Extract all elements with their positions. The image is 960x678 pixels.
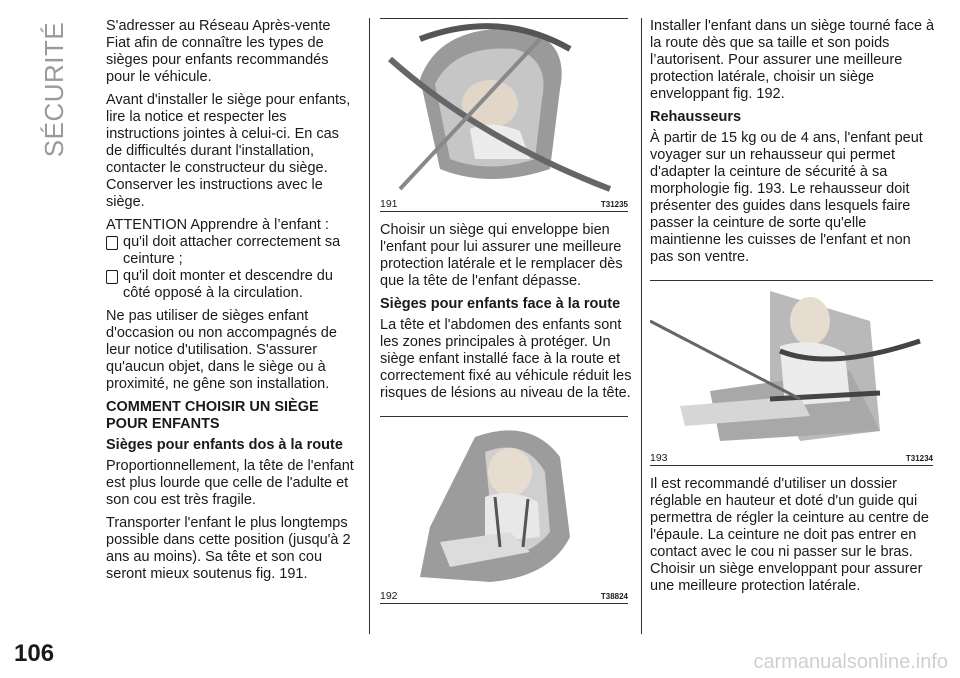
checkbox-bullet-icon xyxy=(106,236,118,250)
figure-code: T38824 xyxy=(600,591,628,601)
install-paragraph: Avant d'installer le siège pour enfants, lire la notice et respecter les instructions jointes à celui-ci. En cas de difficultés durant l'installation, contacter le constructeur du siège. Conserver les instructions avec le siège. xyxy=(106,92,351,210)
watermark-text: carmanualsonline.info xyxy=(753,651,948,673)
figure-193 xyxy=(650,280,933,466)
figure-number: 191 xyxy=(380,197,398,210)
figure-191 xyxy=(380,18,628,212)
column-1 xyxy=(106,18,358,589)
used-seat-paragraph: Ne pas utiliser de sièges enfant d'occasion ou non accompagnés de leur notice d'utilisation. S'assurer qu'aucun objet, dans le siège ou à proximité, ne gêne son installation. xyxy=(106,308,337,392)
figure-caption xyxy=(650,451,933,466)
figure-number: 193 xyxy=(650,451,668,464)
figure-caption xyxy=(380,589,628,604)
section-title-text: SÉCURITÉ xyxy=(39,21,70,157)
backrest-paragraph: Il est recommandé d'utiliser un dossier réglable en hauteur et doté d'un guide qui permettra de régler la ceinture au centre de l'épaule. La ceinture ne doit pas entrer en contact avec le cou ni passer sur le bras. Choisir un siège enveloppant pour assurer une meilleure protection latérale. xyxy=(650,476,929,594)
forward-install-paragraph: Installer l'enfant dans un siège tourné face à la route dès que sa taille et son poids l’autorisent. Pour assurer une meilleure protection latérale, choisir un siège enveloppant fig. 192. xyxy=(650,18,935,102)
figure-code: T31235 xyxy=(600,199,628,209)
enveloping-seat-paragraph: Choisir un siège qui enveloppe bien l'enfant pour lui assurer une meilleure protection latérale et le remplacer dès que la tête de l'enfant dépasse. xyxy=(380,222,623,289)
forward-facing-heading: Sièges pour enfants face à la route xyxy=(380,296,621,312)
attention-heading: ATTENTION Apprendre à l’enfant : xyxy=(106,217,329,233)
forward-facing-seat-illustration xyxy=(380,417,628,589)
attention-bullet-1-text: qu'il doit attacher correctement sa ceinture ; xyxy=(123,234,341,267)
column-divider xyxy=(641,18,642,634)
page-number: 106 xyxy=(14,640,55,667)
figure-caption xyxy=(380,197,628,212)
column-divider xyxy=(369,18,370,634)
attention-bullet-1 xyxy=(106,234,358,268)
section-title xyxy=(30,21,80,157)
main-heading: COMMENT CHOISIR UN SIÈGE POUR ENFANTS xyxy=(106,399,319,432)
column-3 xyxy=(650,18,935,601)
transport-paragraph: Transporter l'enfant le plus longtemps possible dans cette position (jusqu'à 2 ans au moins). Sa tête et son cou seront mieux soutenus fig. 191. xyxy=(106,515,351,582)
intro-paragraph: S'adresser au Réseau Après-vente Fiat afin de connaître les types de sièges pour enfants recommandés pour le véhicule. xyxy=(106,18,331,85)
head-weight-paragraph: Proportionnellement, la tête de l'enfant est plus lourde que celle de l'adulte et son cou est très fragile. xyxy=(106,458,354,508)
figure-192 xyxy=(380,416,628,604)
booster-heading: Rehausseurs xyxy=(650,109,742,125)
column-2 xyxy=(380,18,632,614)
rear-facing-seat-illustration xyxy=(380,19,628,197)
rear-facing-heading: Sièges pour enfants dos à la route xyxy=(106,437,343,453)
checkbox-bullet-icon xyxy=(106,270,118,284)
head-abdomen-paragraph: La tête et l'abdomen des enfants sont les zones principales à protéger. Un siège enfant installé face à la route et correctement fixé au véhicule réduit les risques de lésions au niveau de la tête. xyxy=(380,317,632,401)
booster-paragraph: À partir de 15 kg ou de 4 ans, l'enfant peut voyager sur un rehausseur qui permet d'adapter la ceinture de sécurité à sa morphologie fig. 193. Le rehausseur doit présenter des guides dans lesquels faire passer la ceinture de sorte qu'elle maintienne les cuisses de l'enfant et non pas son ventre. xyxy=(650,130,923,265)
attention-bullet-2 xyxy=(106,268,358,302)
booster-seat-illustration xyxy=(650,281,933,451)
attention-bullet-2-text: qu'il doit monter et descendre du côté opposé à la circulation. xyxy=(123,268,333,301)
figure-code: T31234 xyxy=(905,453,933,463)
figure-number: 192 xyxy=(380,589,398,602)
